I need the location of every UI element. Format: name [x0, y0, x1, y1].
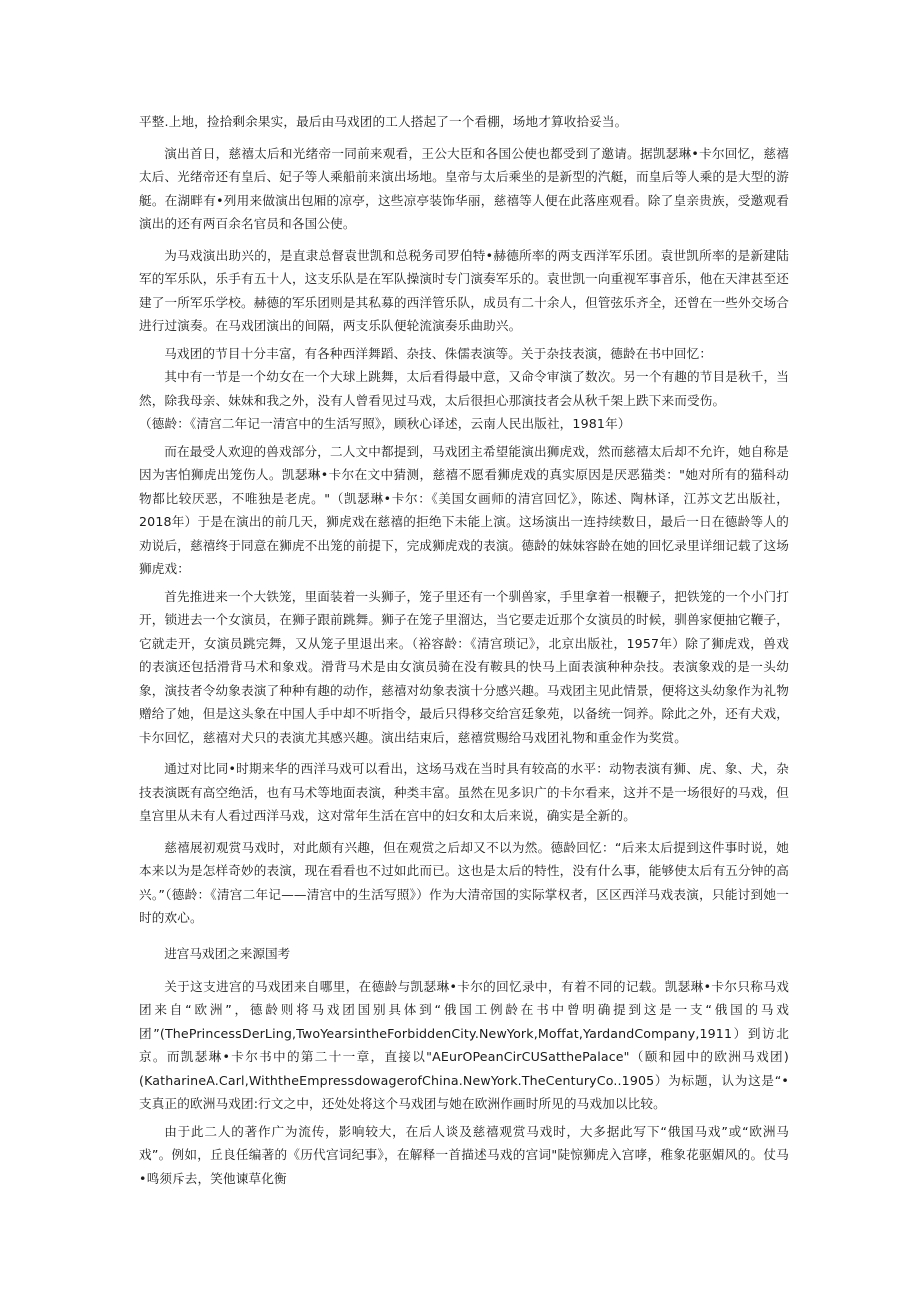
paragraph-9: 由于此二人的著作广为流传，影响较大，在后人谈及慈禧观赏马戏时，大多据此写下“俄国马戏”或“欧洲马戏”。例如，丘良任编著的《历代宫词纪事》，在解释一首描述马戏的宫词"陡惊狮虎入宫哮，稚象花驱媚风的。仗马•鸣须斥去，笑他谏草化衡	[139, 1123, 789, 1186]
paragraph-6: 通过对比同•时期来华的西洋马戏可以看出，这场马戏在当时具有较高的水平：动物表演有狮、虎、象、犬，杂技表演既有高空绝活，也有马术等地面表演，种类丰富。虽然在见多识广的卡尔看来，这并不是一场很好的马戏，但皇宫里从未有人看过西洋马戏，这对常年生活在宫中的妇女和太后来说，确实是全新的。	[139, 761, 789, 823]
paragraph-5: 而在最受人欢迎的兽戏部分，二人文中都提到，马戏团主希望能演出狮虎戏，然而慈禧太后却不允许，她自称是因为害怕狮虎出笼伤人。凯瑟琳•卡尔在文中猜测，慈禧不愿看狮虎戏的真实原因是厌恶猫类："她对所有的猫科动物都比较厌恶，不唯独是老虎。"（凯瑟琳•卡尔：《美国女画师的清宫回忆》，陈述、陶林译，江苏文艺出版社，2018年）于是在演出的前几天，狮虎戏在慈禧的拒绝下未能上演。这场演出一连持续数日，最后一日在德龄等人的劝说后，慈禧终于同意在狮虎不出笼的前提下，完成狮虎戏的表演。德龄的妹妹容龄在她的回忆录里详细记载了这场狮虎戏：	[139, 443, 789, 576]
quote-rongling: 首先推进来一个大铁笼，里面装着一头狮子，笼子里还有一个驯兽家，手里拿着一根鞭子，把铁笼的一个小门打开，锁进去一个女演员，在狮子跟前跳舞。狮子在笼子里溜达，当它要走近那个女演员的时候，驯兽家便抽它鞭子，它就走开，女演员跳完舞，又从笼子里退出来。（裕容龄：《清宫琐记》，北京出版社，1957年）除了狮虎戏，兽戏的表演还包括滑背马术和象戏。滑背马术是由女演员骑在没有鞍具的快马上面表演种种杂技。表演象戏的是一头幼象，演技者令幼象表演了种种有趣的动作，慈禧对幼象表演十分感兴趣。马戏团主见此情景，便将这头幼象作为礼物赠给了她，但是这头象在中国人手中却不听指令，最后只得移交给宫廷象苑，以备统一饲养。除此之外，还有犬戏，卡尔回忆，慈禧对犬只的表演尤其感兴趣。演出结束后，慈禧赏赐给马戏团礼物和重金作为奖赏。	[139, 588, 789, 745]
quote-dering-1: 其中有一节是一个幼女在一个大球上跳舞，太后看得最中意，又命令审演了数次。另一个有趣的节目是秋千，当然，除我母亲、妹妹和我之外，没有人曾看见过马戏，太后很担心那演技者会从秋千架上跌下来而受伤。	[139, 369, 789, 408]
paragraph-4: 马戏团的节目十分丰富，有各种西洋舞蹈、杂技、侏儒表演等。关于杂技表演，德龄在书中回忆：	[164, 345, 713, 361]
paragraph-7: 慈禧展初观赏马戏时，对此颇有兴趣，但在观赏之后却又不以为然。德龄回忆：“后来太后提到这件事时说，她本来以为是怎样奇妙的表演，现在看看也不过如此而已。这也是太后的特性，没有什么事，能够使太后有五分钟的高兴。”（德龄：《清宫二年记——清宫中的生活写照》）作为大清帝国的实际掌权者，区区西洋马戏表演，只能讨到她一时的欢心。	[139, 839, 789, 925]
paragraph-1: 平整.上地，捡拾剩余果实，最后由马戏团的工人搭起了一个看棚，场地才算收拾妥当。	[139, 114, 628, 129]
document-page	[139, 110, 789, 1190]
citation-dering-1: （德龄：《清宫二年记一清宫中的生活写照》，顾秋心译述，云南人民出版社，1981年）	[139, 416, 631, 431]
paragraph-3: 为马戏演出助兴的，是直隶总督袁世凯和总税务司罗伯特•赫德所率的两支西洋军乐团。袁世凯所率的是新建陆军的军乐队，乐手有五十人，这支乐队是在军队操演时专门演奏军乐的。袁世凯一向重视军事音乐，他在天津甚至还建了一所军乐学校。赫德的军乐团则是其私募的西洋管乐队，成员有二十余人，但管弦乐齐全，还曾在一些外交场合进行过演奏。在马戏团演出的间隔，两支乐队便轮流演奏乐曲助兴。	[139, 247, 789, 333]
section-heading: 进宫马戏团之来源国考	[164, 945, 291, 961]
paragraph-8: 关于这支进宫的马戏团来自哪里，在德龄与凯瑟琳•卡尔的回忆录中，有着不同的记载。凯瑟琳•卡尔只称马戏团来自“欧洲”，德龄则将马戏团国别具体到“俄国工例龄在书中曾明确提到这是一支“俄国的马戏团”(ThePrincessDerLing,TwoYearsintheForbiddenCity.NewYork,Moffat,YardandCompany,1911）到访北京。而凯瑟琳•卡尔书中的第二十一章，直接以"AEurOPeanCirCUSatthePalace"（颐和园中的欧洲马戏团)(KatharineA.Carl,WiththeEmpressdowagerofChina.NewYork.TheCenturyCo..1905）为标题，认为这是“•支真正的欧洲马戏团:行文之中，还处处将这个马戏团与她在欧洲作画时所见的马戏加以比较。	[139, 978, 789, 1111]
paragraph-2: 演出首日，慈禧太后和光绪帝一同前来观看，王公大臣和各国公使也都受到了邀请。据凯瑟琳•卡尔回忆，慈禧太后、光绪帝还有皇后、妃子等人乘船前来演出场地。皇帝与太后乘坐的是新型的汽艇，而皇后等人乘的是大型的游艇。在湖畔有•列用来做演出包厢的凉亭，这些凉亭装饰华丽，慈禧等人便在此落座观看。除了皇亲贵族，受邀观看演出的还有两百余名官员和各国公使。	[139, 145, 789, 231]
